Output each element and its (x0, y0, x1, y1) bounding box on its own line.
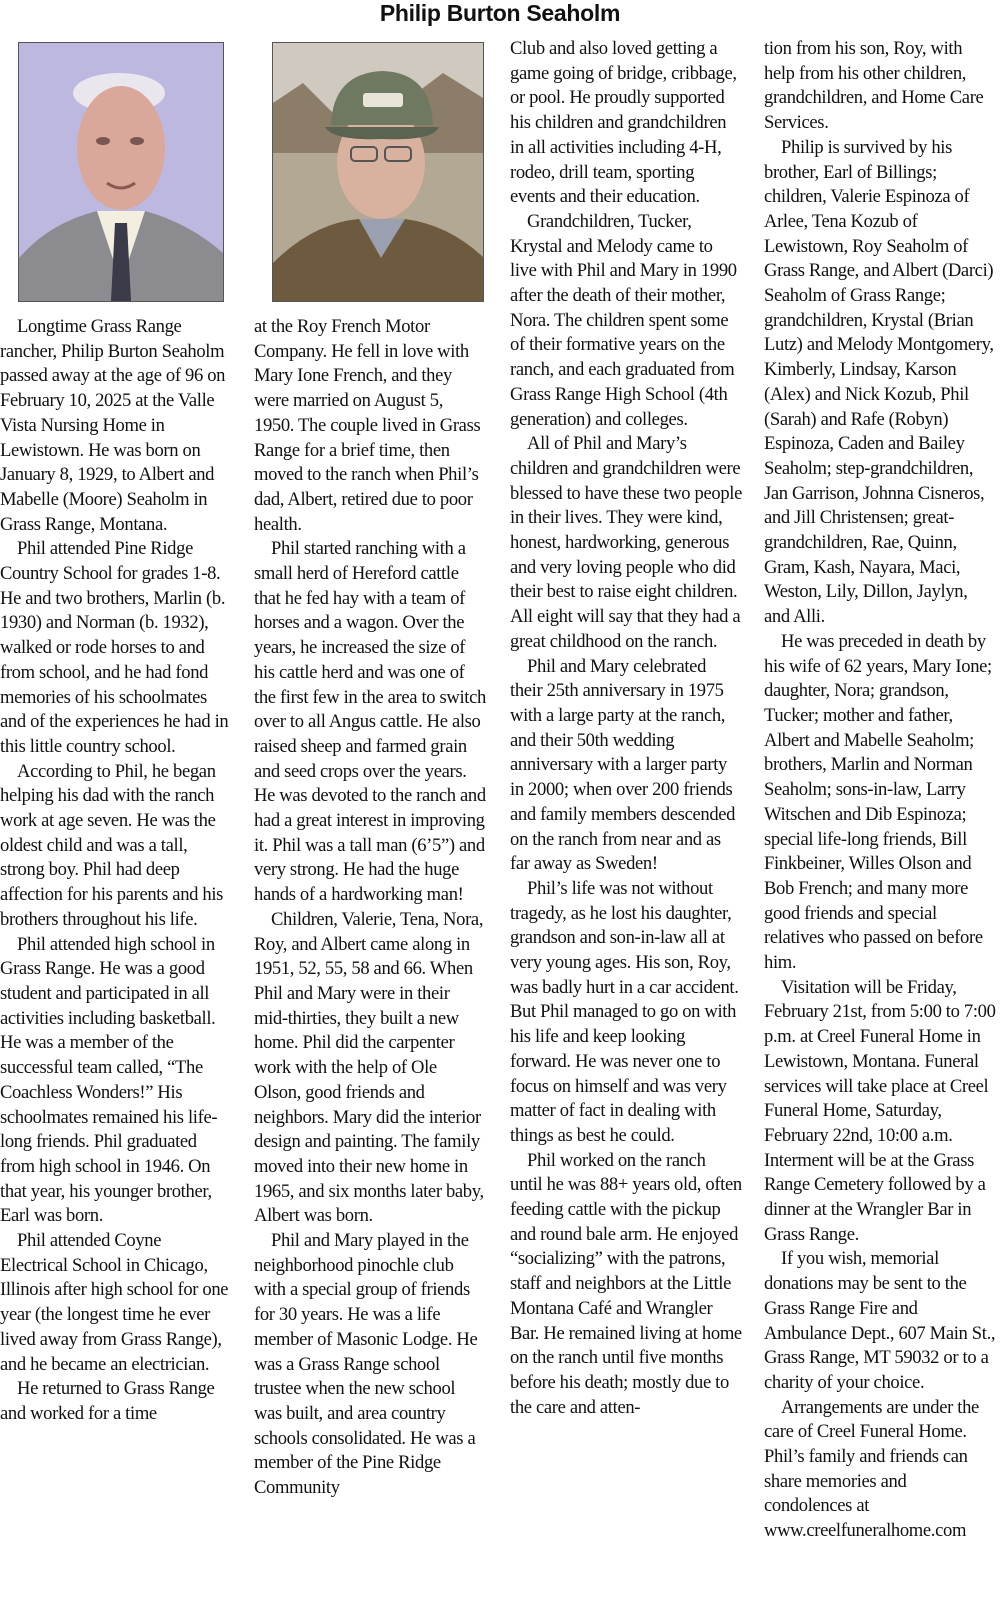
paragraph: Longtime Grass Range rancher, Philip Burton Seaholm passed away at the age of 96 on February 10, 2025 at the Valle Vista Nursing Home in Lewistown. He was born on January 8, 1929, to Albert and Mabelle (Moore) Seaholm in Grass Range, Montana. (0, 316, 226, 535)
portrait-photo-cap (272, 42, 484, 302)
paragraph: Phil attended Pine Ridge Country School for grades 1-8. He and two brothers, Marlin (b. 1930) and Norman (b. 1932), walked or rode horses to and from school, and he had fond memories of his schoolmates and of the experiences he had in this little country school. (0, 538, 229, 757)
text-column-4 (764, 37, 996, 1544)
paragraph: All of Phil and Mary’s children and grandchildren were blessed to have these two people in their lives. They were kind, honest, hardworking, generous and very loving people who did their best to raise eight children. All eight will say that they had a great childhood on the ranch. (510, 433, 742, 652)
paragraph: Arrangements are under the care of Creel Funeral Home. Phil’s family and friends can share memories and condolences at www.creelfuneralhome.com (764, 1396, 979, 1542)
obituary-title: Philip Burton Seaholm (379, 0, 621, 26)
text-column-1 (0, 315, 232, 1427)
paragraph: Visitation will be Friday, February 21st, from 5:00 to 7:00 p.m. at Creel Funeral Home in Lewistown, Montana. Funeral services will take place at Creel Funeral Home, Saturday, February 22nd, 10:00 a.m. Interment will be at the Grass Range Cemetery followed by a dinner at the Wrangler Bar in Grass Range. (764, 976, 996, 1245)
paragraph-continued: Club and also loved getting a game going of bridge, cribbage, or pool. He proudly supported his children and grandchildren in all activities including 4-H, rodeo, drill team, sporting events and their education. (510, 38, 737, 208)
paragraph: Grandchildren, Tucker, Krystal and Melody came to live with Phil and Mary in 1990 after the death of their mother, Nora. The children spent some of their formative years on the ranch, and each graduated from Grass Range High School (4th generation) and colleges. (510, 210, 737, 430)
paragraph: Phil’s life was not without tragedy, as he lost his daughter, grandson and son-in-law all at very young ages. His son, Roy, was badly hurt in a car accident. But Phil managed to go on with his life and keep looking forward. He was never one to focus on himself and was very matter of fact in dealing with things as best he could. (510, 877, 739, 1146)
paragraph: He was preceded in death by his wife of 62 years, Mary Ione; daughter, Nora; grandson, Tucker; mother and father, Albert and Mabelle Seaholm; brothers, Marlin and Norman Seaholm; sons-in-law, Larry Witschen and Dib Espinoza; special life-long friends, Bill Finkbeiner, Willes Olson and Bob French; and many more good friends and special relatives who passed on before him. (764, 630, 992, 974)
paragraph: According to Phil, he began helping his dad with the ranch work at age seven. He was the oldest child and was a tall, strong boy. Phil had deep affection for his parents and his brothers throughout his life. (0, 760, 224, 930)
paragraph: Philip is survived by his brother, Earl of Billings; children, Valerie Espinoza of Arlee, Tena Kozub of Lewistown, Roy Seaholm of Grass Range, and Albert (Darci) Seaholm of Grass Range; grandchildren, Krystal (Brian Lutz) and Melody Montgomery, Kimberly, Lindsay, Karson (Alex) and Nick Kozub, Phil (Sarah) and Rafe (Robyn) Espinoza, Caden and Bailey Seaholm; step-grandchildren, Jan Garrison, Johnna Cisneros, and Jill Christensen; great-grandchildren, Rae, Quinn, Gram, Kash, Nayara, Maci, Weston, Lily, Dillon, Jaylyn, and Alli. (764, 136, 994, 628)
paragraph: Phil worked on the ranch until he was 88+ years old, often feeding cattle with the pickup and round bale arm. He enjoyed “socializing” with the patrons, staff and neighbors at the Little Montana Café and Wrangler Bar. He remained living at home on the ranch until five months before his death; mostly due to the care and atten- (510, 1149, 742, 1418)
portrait-photo-suit (18, 42, 224, 302)
paragraph-continued: at the Roy French Motor Company. He fell in love with Mary Ione French, and they were married on August 5, 1950. The couple lived in Grass Range for a brief time, then moved to the ranch when Phil’s dad, Albert, retired due to poor health. (254, 316, 481, 535)
paragraph: Children, Valerie, Tena, Nora, Roy, and Albert came along in 1951, 52, 55, 58 and 66. When Phil and Mary were in their mid-thirties, they built a new home. Phil did the carpenter work with the help of Ole Olson, good friends and neighbors. Mary did the interior design and painting. The family moved into their new home in 1965, and six months later baby, Albert was born. (254, 908, 484, 1227)
paragraph: If you wish, memorial donations may be sent to the Grass Range Fire and Ambulance Dept., 607 Main St., Grass Range, MT 59032 or to a charity of your choice. (764, 1248, 996, 1393)
portrait-suit-image (19, 43, 223, 301)
paragraph: He returned to Grass Range and worked for a time (0, 1378, 215, 1424)
text-column-2 (254, 315, 486, 1501)
paragraph: Phil attended Coyne Electrical School in Chicago, Illinois after high school for one year (the longest time he ever lived away from Grass Range), and he became an electrician. (0, 1230, 229, 1375)
paragraph: Phil started ranching with a small herd of Hereford cattle that he fed hay with a team of horses and a wagon. Over the years, he increased the size of his cattle herd and was one of the first few in the area to switch over to all Angus cattle. He also raised sheep and farmed grain and seed crops over the years. He was devoted to the ranch and had a great interest in improving it. Phil was a tall man (6’5”) and very strong. He had the huge hands of a hardworking man! (254, 538, 486, 906)
text-column-3 (510, 37, 742, 1420)
portrait-cap-image (273, 43, 483, 301)
paragraph: Phil and Mary celebrated their 25th anniversary in 1975 with a large party at the ranch, and their 50th wedding anniversary with a larger party in 2000; when over 200 friends and family members descended on the ranch from near and as far away as Sweden! (510, 655, 736, 875)
paragraph: Phil attended high school in Grass Range. He was a good student and participated in all activities including basketball. He was a member of the successful team called, “The Coachless Wonders!” His schoolmates remained his life-long friends. Phil graduated from high school in 1946. On that year, his younger brother, Earl was born. (0, 933, 218, 1227)
paragraph: Phil and Mary played in the neighborhood pinochle club with a special group of friends for 30 years. He was a life member of Masonic Lodge. He was a Grass Range school trustee when the new school was built, and area country schools consolidated. He was a member of the Pine Ridge Community (254, 1230, 478, 1499)
paragraph-continued: tion from his son, Roy, with help from his other children, grandchildren, and Home Care Services. (764, 38, 984, 134)
